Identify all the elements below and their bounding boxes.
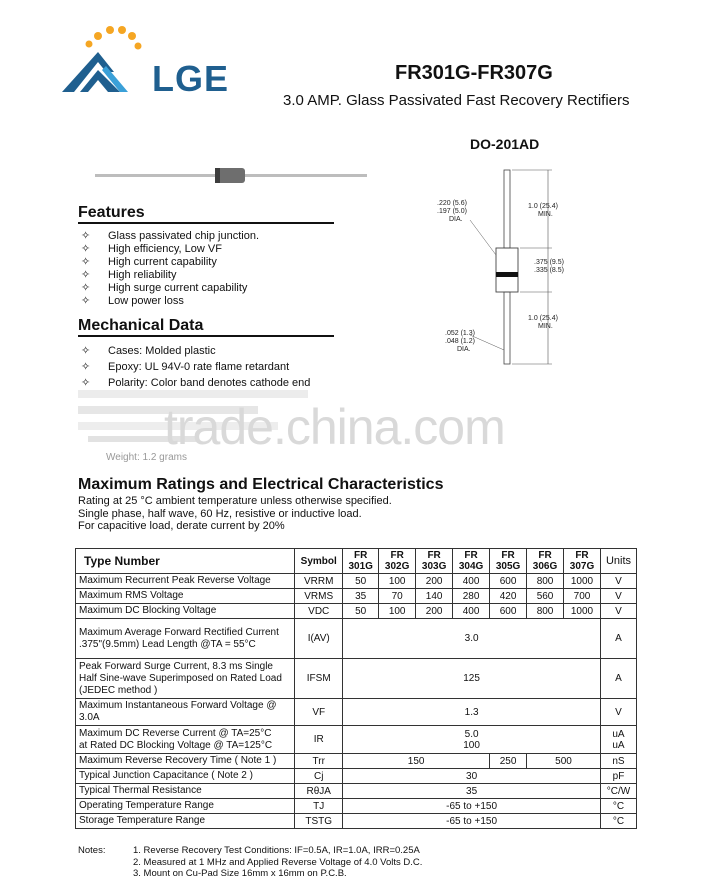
table-row (76, 699, 637, 726)
table-cell: 1000 (564, 574, 601, 589)
table-row (76, 769, 637, 784)
list-item: ✧ Epoxy: UL 94V-0 rate flame retardant (78, 359, 310, 375)
list-item: ✧ High reliability (78, 269, 259, 282)
header-type-number: Type Number (76, 549, 295, 574)
features-heading: Features (78, 204, 145, 221)
ratings-conditions: Rating at 25 °C ambient temperature unless otherwise specified. Single phase, half wave, 60 Hz, resistive or inductive load. For capacitive load, derate current by 20% (78, 495, 392, 532)
table-cell: 70 (379, 589, 416, 604)
table-cell: 560 (527, 589, 564, 604)
table-cell: Trr (295, 754, 343, 769)
table-cell: 600 (490, 604, 527, 619)
table-cell: RθJA (295, 784, 343, 799)
table-cell: TJ (295, 799, 343, 814)
ratings-heading: Maximum Ratings and Electrical Characteristics (78, 476, 444, 493)
table-cell: -65 to +150 (343, 799, 601, 814)
table-cell: °C (600, 799, 636, 814)
table-row (76, 754, 637, 769)
list-item: ✧ High current capability (78, 256, 259, 269)
table-cell: VDC (295, 604, 343, 619)
mechanical-weight: Weight: 1.2 grams (106, 452, 187, 463)
notes-block (78, 845, 422, 880)
features-divider (78, 222, 334, 224)
mechanical-heading: Mechanical Data (78, 317, 204, 334)
header-part: FR 301G (343, 549, 379, 574)
header-units: Units (600, 549, 636, 574)
table-header-row (76, 549, 637, 574)
table-cell: VRMS (295, 589, 343, 604)
list-item: ✧ High efficiency, Low VF (78, 243, 259, 256)
table-cell: Maximum DC Blocking Voltage (76, 604, 295, 619)
brand-name: LGE (152, 58, 230, 99)
table-cell: Maximum Recurrent Peak Reverse Voltage (76, 574, 295, 589)
table-cell: 420 (490, 589, 527, 604)
table-row (76, 604, 637, 619)
table-cell: 800 (527, 574, 564, 589)
dim-lead-diameter: .052 (1.3) .048 (1.2) DIA. (445, 330, 475, 353)
package-name: DO-201AD (470, 136, 540, 152)
table-cell: VRRM (295, 574, 343, 589)
header-part: FR 302G (379, 549, 416, 574)
table-row (76, 814, 637, 829)
table-cell: 500 (527, 754, 601, 769)
table-cell: TSTG (295, 814, 343, 829)
table-cell: nS (600, 754, 636, 769)
table-row (76, 659, 637, 699)
ratings-table (75, 548, 637, 829)
table-cell: 700 (564, 589, 601, 604)
table-row (76, 619, 637, 659)
table-cell: V (600, 699, 636, 726)
table-row (76, 589, 637, 604)
table-cell: 35 (343, 589, 379, 604)
table-cell: 140 (416, 589, 453, 604)
table-cell: VF (295, 699, 343, 726)
table-cell: A (600, 659, 636, 699)
table-cell: 3.0 (343, 619, 601, 659)
header-part: FR 303G (416, 549, 453, 574)
table-cell: 600 (490, 574, 527, 589)
watermark: trade.china.com (164, 399, 505, 455)
table-cell: 50 (343, 574, 379, 589)
table-cell: Peak Forward Surge Current, 8.3 ms Single Half Sine-wave Superimposed on Rated Load (JEDEC method ) (76, 659, 295, 699)
note-item: 3. Mount on Cu-Pad Size 16mm x 16mm on P.C.B. (133, 868, 347, 879)
table-row (76, 784, 637, 799)
header-symbol: Symbol (295, 549, 343, 574)
table-cell: Maximum RMS Voltage (76, 589, 295, 604)
table-cell: Maximum Average Forward Rectified Current .375"(9.5mm) Lead Length @TA = 55°C (76, 619, 295, 659)
table-cell: 400 (453, 574, 490, 589)
table-cell: 200 (416, 604, 453, 619)
table-cell: 280 (453, 589, 490, 604)
table-cell: 100 (379, 604, 416, 619)
table-cell: Typical Thermal Resistance (76, 784, 295, 799)
table-cell: Maximum Instantaneous Forward Voltage @ 3.0A (76, 699, 295, 726)
table-cell: 250 (490, 754, 527, 769)
table-cell: 400 (453, 604, 490, 619)
table-cell: I(AV) (295, 619, 343, 659)
header-part: FR 307G (564, 549, 601, 574)
table-cell: V (600, 574, 636, 589)
table-cell: Maximum DC Reverse Current @ TA=25°C at Rated DC Blocking Voltage @ TA=125°C (76, 726, 295, 754)
table-cell: 150 (343, 754, 490, 769)
table-cell: uA uA (600, 726, 636, 754)
header-part: FR 304G (453, 549, 490, 574)
lge-logo (58, 22, 148, 97)
table-cell: pF (600, 769, 636, 784)
table-cell: 35 (343, 784, 601, 799)
mechanical-list (78, 343, 310, 391)
dim-body-length: .375 (9.5) .335 (8.5) (534, 259, 564, 274)
table-cell: Maximum Reverse Recovery Time ( Note 1 ) (76, 754, 295, 769)
table-cell: 1000 (564, 604, 601, 619)
table-cell: Operating Temperature Range (76, 799, 295, 814)
header-part: FR 305G (490, 549, 527, 574)
features-list (78, 230, 259, 308)
table-cell: Cj (295, 769, 343, 784)
list-item: ✧ Glass passivated chip junction. (78, 230, 259, 243)
list-item: ✧ Polarity: Color band denotes cathode end (78, 375, 310, 391)
page-title: FR301G-FR307G (395, 62, 553, 84)
list-item: ✧ Cases: Molded plastic (78, 343, 310, 359)
list-item: ✧ High surge current capability (78, 282, 259, 295)
table-cell: 1.3 (343, 699, 601, 726)
table-cell: IFSM (295, 659, 343, 699)
header-part: FR 306G (527, 549, 564, 574)
table-row (76, 799, 637, 814)
table-cell: 200 (416, 574, 453, 589)
table-cell: 800 (527, 604, 564, 619)
list-item: ✧ Low power loss (78, 295, 259, 308)
dim-body-diameter: .220 (5.6) .197 (5.0) DIA. (437, 200, 467, 223)
table-cell: -65 to +150 (343, 814, 601, 829)
table-cell: Typical Junction Capacitance ( Note 2 ) (76, 769, 295, 784)
note-item: 1. Reverse Recovery Test Conditions: IF=0.5A, IR=1.0A, IRR=0.25A (133, 845, 420, 856)
table-cell: Storage Temperature Range (76, 814, 295, 829)
table-cell: A (600, 619, 636, 659)
notes-label: Notes: (78, 845, 106, 856)
table-cell: V (600, 604, 636, 619)
dim-lead-bottom: 1.0 (25.4) MIN. (528, 315, 558, 330)
table-cell: IR (295, 726, 343, 754)
note-item: 2. Measured at 1 MHz and Applied Reverse Voltage of 4.0 Volts D.C. (133, 856, 423, 868)
dim-lead-top: 1.0 (25.4) MIN. (528, 203, 558, 218)
table-cell: V (600, 589, 636, 604)
table-cell: 50 (343, 604, 379, 619)
mechanical-divider (78, 335, 334, 337)
page-subtitle: 3.0 AMP. Glass Passivated Fast Recovery Rectifiers (283, 92, 630, 109)
table-cell: 5.0 100 (343, 726, 601, 754)
table-row (76, 574, 637, 589)
table-cell: °C/W (600, 784, 636, 799)
table-row (76, 726, 637, 754)
diode-side-image (95, 166, 367, 186)
table-cell: 125 (343, 659, 601, 699)
table-cell: 30 (343, 769, 601, 784)
table-cell: °C (600, 814, 636, 829)
table-cell: 100 (379, 574, 416, 589)
